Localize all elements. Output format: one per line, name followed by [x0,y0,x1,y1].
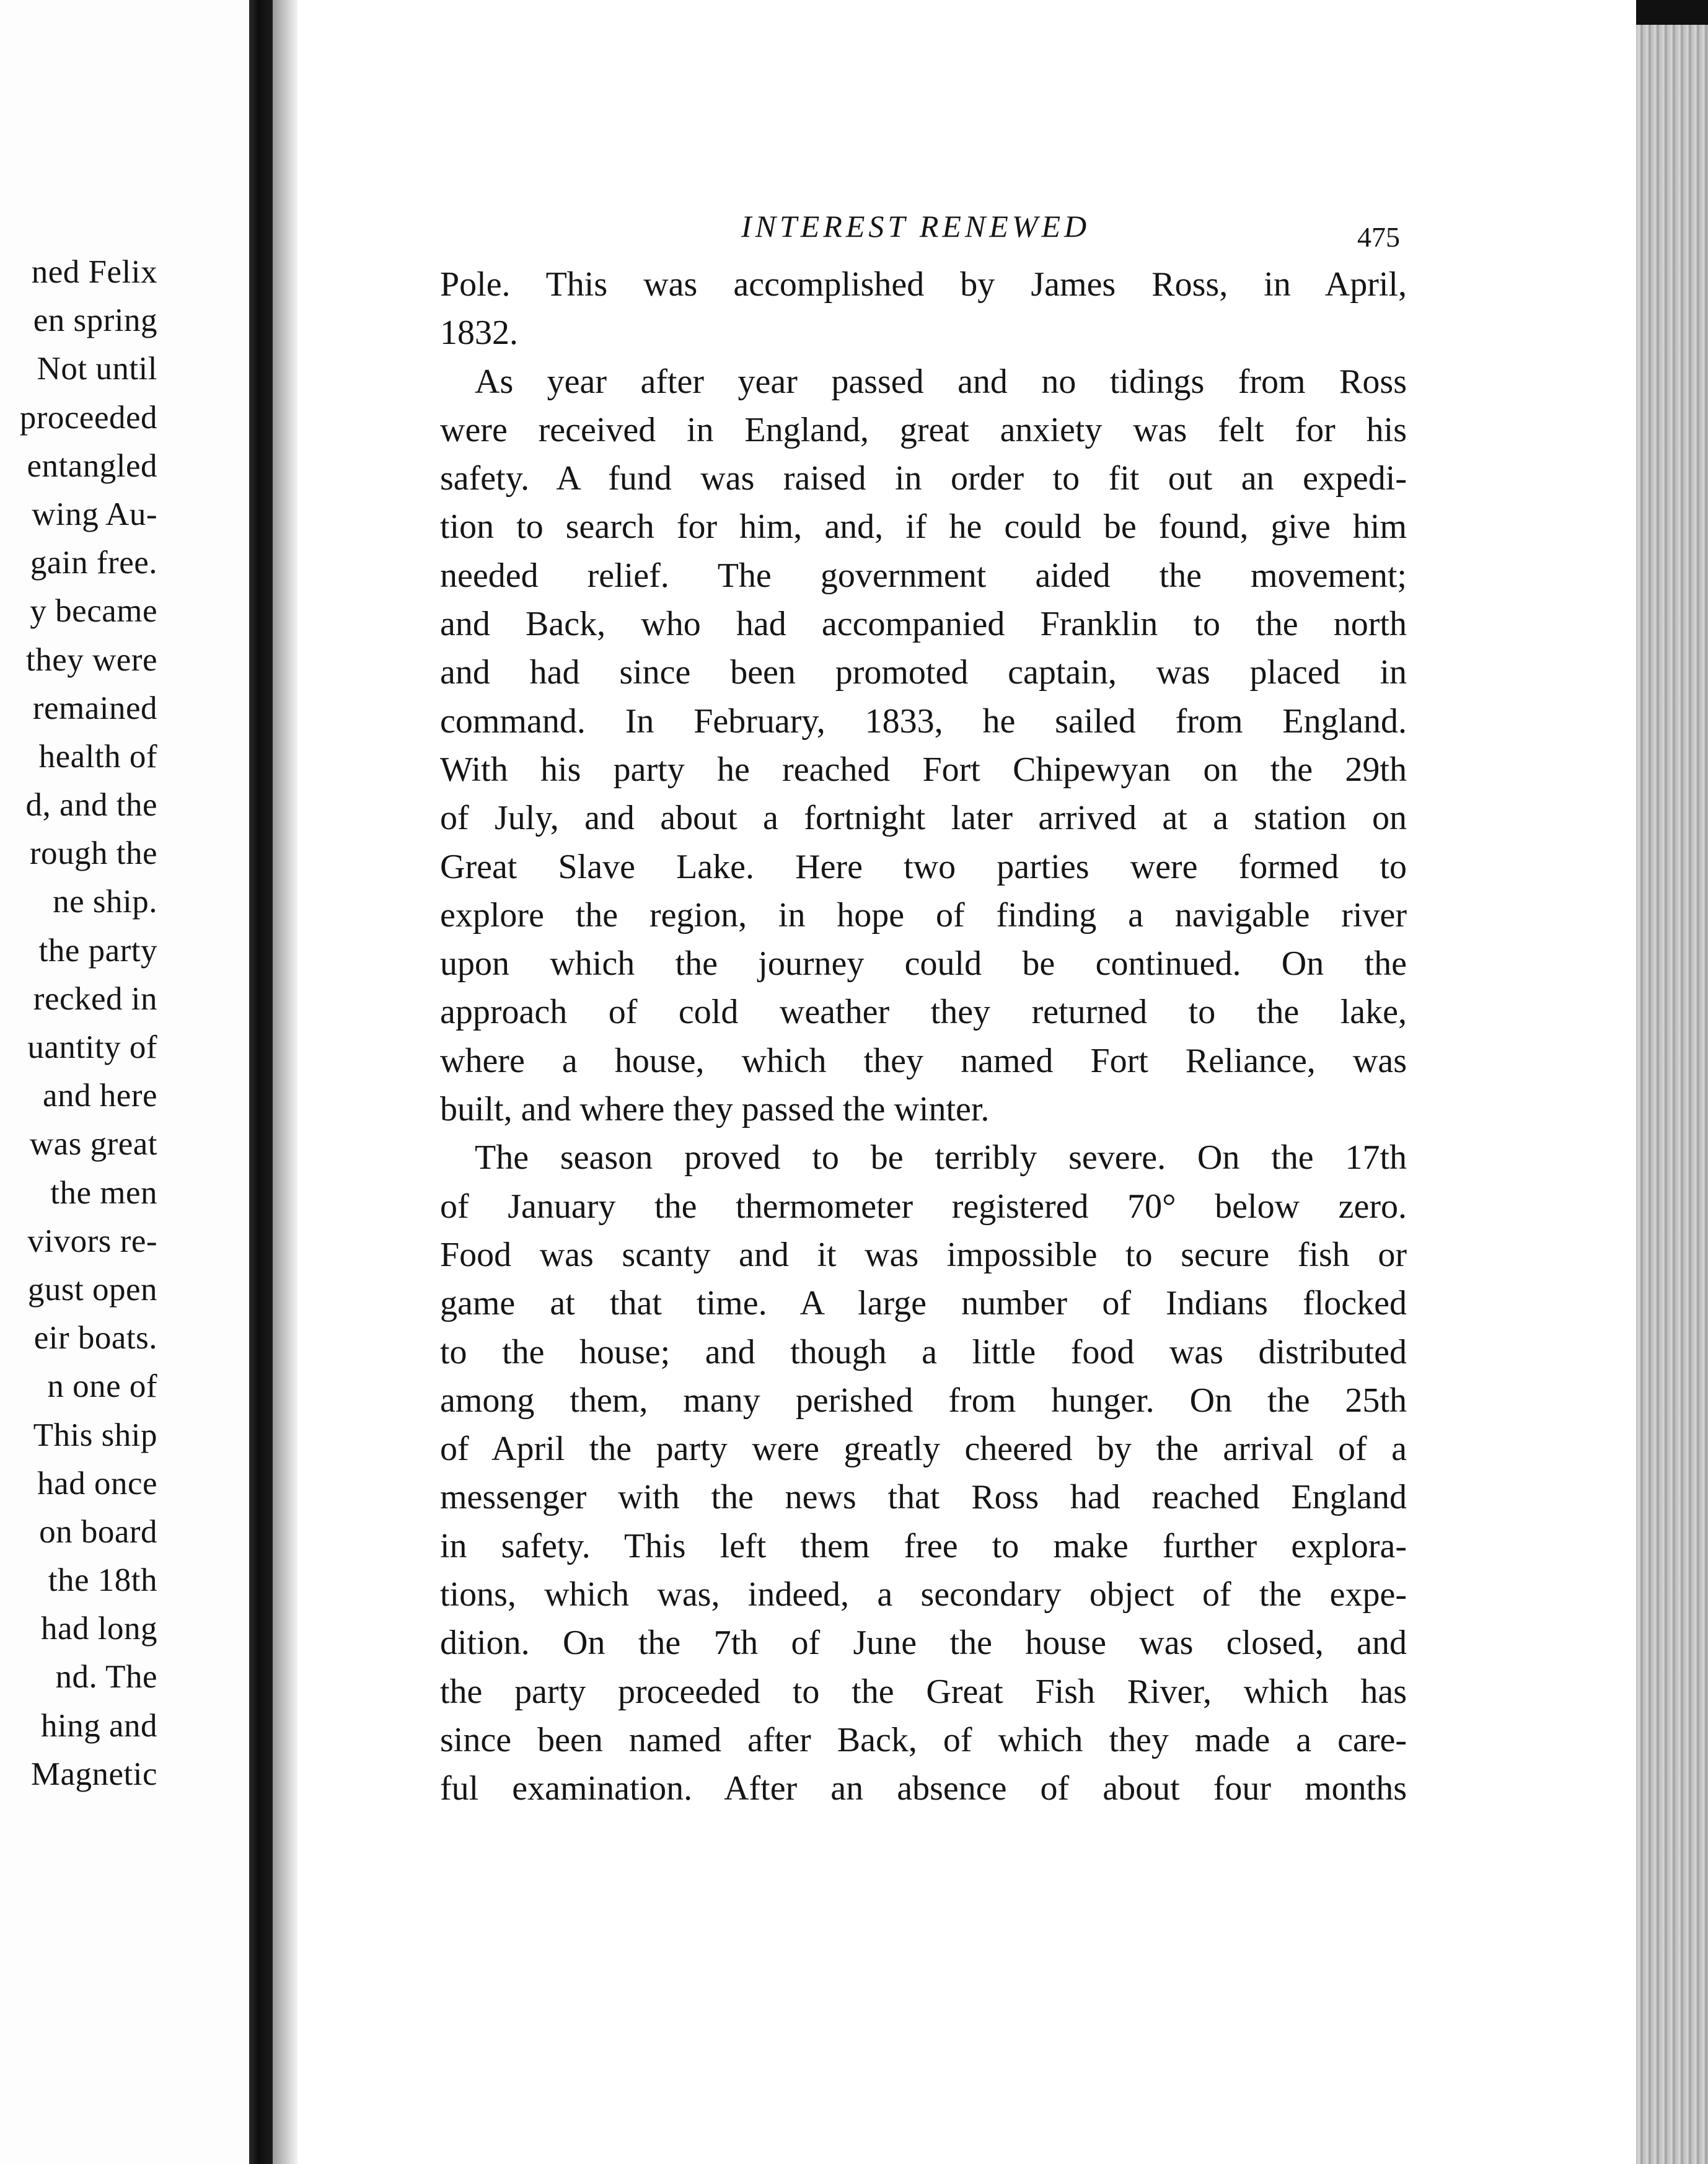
text-line: With his party he reached Fort Chipewyan on the 29th [440,750,1407,789]
text-line: among them, many perished from hunger. On the 25th [440,1381,1407,1420]
left-page-line: on board [39,1513,157,1550]
text-line: where a house, which they named Fort Reliance, was [440,1041,1407,1080]
left-page-line: uantity of [27,1029,157,1065]
left-page-line: had long [41,1611,157,1647]
left-page-line: nd. The [55,1659,157,1696]
left-page-line: the party [38,932,157,969]
page-edge-corner [1636,0,1708,25]
left-page-line: was great [29,1126,157,1163]
text-line: explore the region, in hope of finding a navigable river [440,895,1407,935]
text-line: built, and where they passed the winter. [440,1090,990,1129]
running-head: INTEREST RENEWED [741,209,1091,244]
left-page-line: and here [43,1078,157,1114]
left-page-line: ne ship. [53,884,157,920]
text-line: the party proceeded to the Great Fish River, which has [440,1672,1407,1711]
left-page-line: wing Au- [32,496,157,532]
text-line: As year after year passed and no tidings from Ross [475,362,1407,401]
book-gutter [249,0,273,2164]
text-line: were received in England, great anxiety was felt for his [440,410,1407,449]
text-line: dition. On the 7th of June the house was closed, and [440,1624,1407,1663]
text-line: since been named after Back, of which they made a care- [440,1720,1407,1759]
text-line: Pole. This was accomplished by James Ross, in April, [440,265,1407,304]
left-page-line: n one of [47,1368,157,1405]
text-line: Food was scanty and it was impossible to secure fish or [440,1235,1407,1274]
left-page-line: vivors re- [27,1223,157,1259]
text-line: The season proved to be terribly severe. On the 17th [475,1138,1407,1177]
left-page-line: health of [38,738,157,775]
text-line: needed relief. The government aided the movement; [440,556,1407,595]
text-line: upon which the journey could be continued. On the [440,944,1407,983]
text-line: messenger with the news that Ross had reached England [440,1478,1407,1517]
left-page-line: ned Felix [31,254,157,290]
left-page-line: recked in [33,980,157,1017]
page-number: 475 [1357,221,1400,253]
gutter-shadow [273,0,297,2164]
text-line: command. In February, 1833, he sailed from England. [440,702,1407,741]
text-line: approach of cold weather they returned to the lake, [440,993,1407,1032]
text-line: tions, which was, indeed, a secondary object of the expe- [440,1575,1407,1614]
text-line: and had since been promoted captain, was placed in [440,653,1407,692]
left-page-line: en spring [33,302,157,339]
left-page-line: y became [30,593,157,630]
left-page [0,0,249,2164]
left-page-line: they were [26,641,157,678]
left-page-line: Magnetic [30,1756,157,1792]
text-line: of April the party were greatly cheered by the arrival of a [440,1430,1407,1469]
text-line: game at that time. A large number of Indians flocked [440,1284,1407,1323]
left-page-line: This ship [33,1417,157,1453]
left-page-line: had once [37,1465,157,1502]
text-line: and Back, who had accompanied Franklin to the north [440,605,1407,644]
left-page-line: d, and the [25,787,157,824]
text-line: ful examination. After an absence of about four months [440,1769,1407,1808]
left-page-line: gain free. [30,545,157,581]
page-edges [1636,0,1708,2164]
left-page-line: Not until [37,351,157,387]
left-page-line: eir boats. [33,1320,157,1357]
left-page-line: the men [50,1174,157,1211]
text-line: to the house; and though a little food was distributed [440,1332,1407,1371]
text-line: in safety. This left them free to make further explora- [440,1526,1407,1565]
left-page-line: hing and [41,1707,157,1744]
left-page-line: the 18th [48,1562,157,1599]
left-page-line: gust open [27,1271,157,1308]
left-page-line: remained [32,690,157,726]
text-line: 1832. [440,314,518,353]
left-page-text [0,248,157,1798]
text-line: of July, and about a fortnight later arrived at a station on [440,799,1407,838]
left-page-line: rough the [29,835,157,872]
body-text [440,260,1407,1813]
left-page-line: entangled [27,447,157,484]
text-line: tion to search for him, and, if he could be found, give him [440,508,1407,547]
text-line: of January the thermometer registered 70° below zero. [440,1187,1407,1226]
text-line: safety. A fund was raised in order to fit out an expedi- [440,459,1407,498]
left-page-line: proceeded [19,399,157,436]
text-line: Great Slave Lake. Here two parties were formed to [440,847,1407,886]
